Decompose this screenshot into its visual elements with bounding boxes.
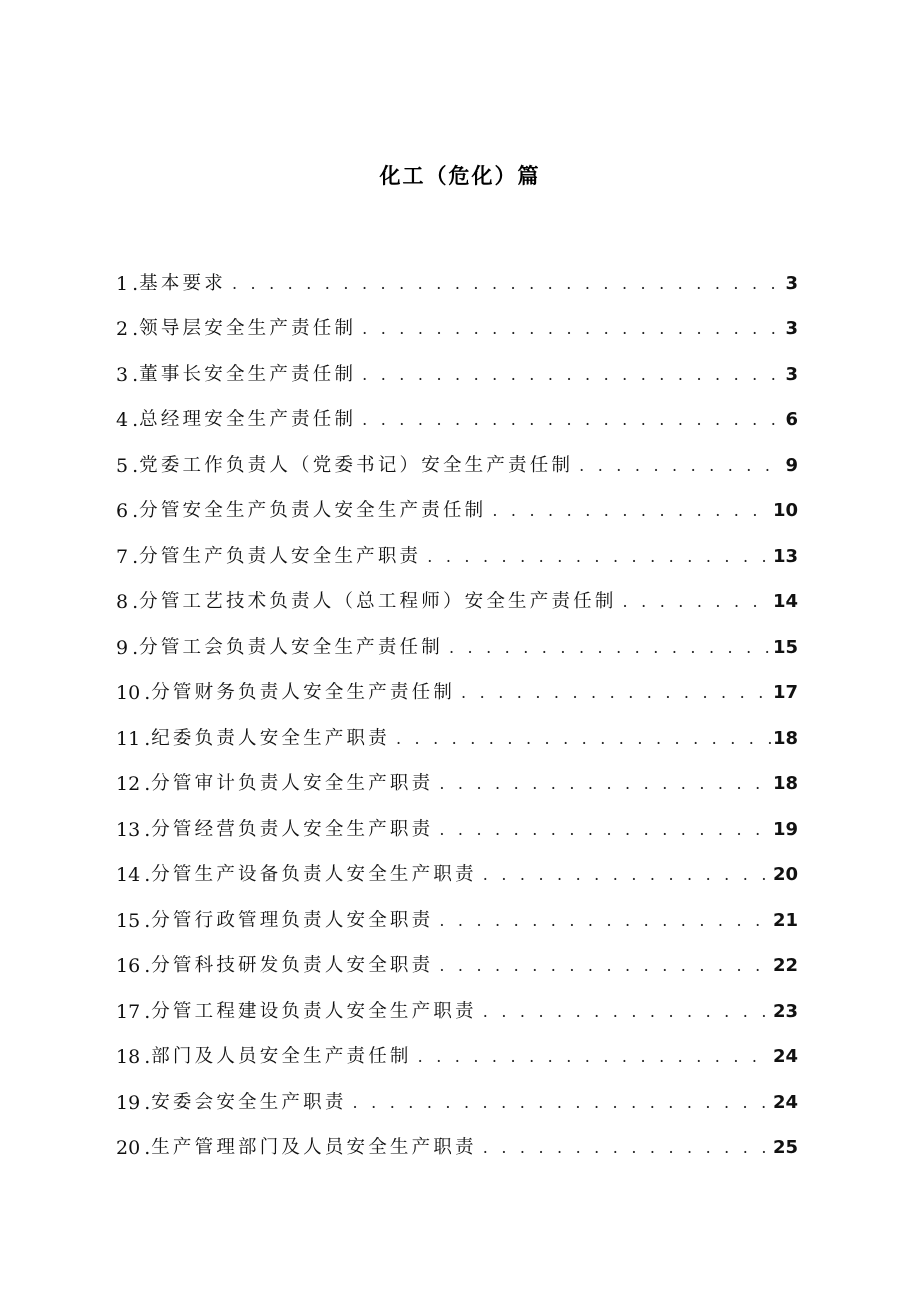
toc-entry-label: 董事长安全生产责任制	[139, 363, 357, 385]
toc-leader-dots	[353, 1089, 771, 1117]
toc-entry[interactable]	[116, 1026, 798, 1072]
toc-leader-dots	[483, 1134, 771, 1162]
toc-entry-separator: .	[144, 682, 151, 704]
toc-entry-number: 10	[116, 682, 141, 704]
toc-entry-page: 19	[772, 818, 798, 840]
toc-entry[interactable]	[116, 525, 798, 571]
toc-entry-separator: .	[132, 272, 139, 295]
toc-leader-dots	[492, 497, 771, 525]
table-of-contents	[116, 252, 798, 1162]
toc-entry-separator: .	[144, 1000, 151, 1023]
toc-entry-label: 基本要求	[139, 272, 226, 294]
toc-entry[interactable]	[116, 252, 798, 298]
toc-entry-label: 分管科技研发负责人安全职责	[151, 955, 434, 976]
page-title: 化工（危化）篇	[379, 164, 541, 188]
toc-entry[interactable]	[116, 616, 798, 662]
toc-entry[interactable]	[116, 844, 798, 890]
toc-leader-dots	[427, 543, 771, 571]
toc-entry-separator: .	[144, 1137, 151, 1159]
toc-entry-label: 分管行政管理负责人安全职责	[151, 909, 434, 931]
toc-leader-dots	[439, 770, 771, 798]
toc-entry-page: 6	[785, 409, 798, 430]
toc-entry[interactable]	[116, 298, 798, 344]
toc-entry-number: 11	[116, 727, 141, 750]
toc-entry-number: 3	[116, 363, 129, 386]
toc-entry-label: 总经理安全生产责任制	[139, 409, 357, 430]
toc-entry-number: 9	[116, 636, 129, 659]
toc-entry-number: 19	[116, 1091, 141, 1114]
toc-entry-page: 17	[772, 682, 798, 703]
toc-leader-dots	[449, 634, 771, 662]
toc-entry-separator: .	[132, 363, 139, 386]
toc-entry-label: 分管工艺技术负责人（总工程师）安全生产责任制	[139, 591, 617, 612]
toc-leader-dots	[483, 998, 771, 1026]
toc-entry-separator: .	[132, 545, 139, 568]
toc-entry-label: 分管生产负责人安全生产职责	[139, 545, 422, 567]
toc-entry-label: 安委会安全生产职责	[151, 1091, 347, 1113]
toc-entry[interactable]	[116, 980, 798, 1026]
toc-entry-separator: .	[132, 636, 139, 659]
toc-entry-label: 分管安全生产负责人安全生产责任制	[139, 500, 487, 521]
toc-entry[interactable]	[116, 389, 798, 435]
toc-entry[interactable]	[116, 753, 798, 799]
toc-entry-page: 3	[785, 272, 798, 294]
toc-entry-number: 12	[116, 773, 141, 795]
toc-leader-dots	[396, 725, 771, 753]
toc-entry-separator: .	[132, 409, 139, 431]
toc-entry-separator: .	[132, 500, 139, 522]
toc-entry-label: 部门及人员安全生产责任制	[151, 1046, 412, 1067]
toc-entry-separator: .	[132, 591, 139, 613]
toc-entry-label: 生产管理部门及人员安全生产职责	[151, 1137, 477, 1158]
toc-leader-dots	[439, 952, 771, 980]
toc-entry-separator: .	[144, 818, 151, 841]
toc-entry-label: 分管经营负责人安全生产职责	[151, 818, 434, 840]
toc-entry-page: 18	[772, 727, 798, 749]
toc-entry-page: 25	[772, 1137, 798, 1158]
toc-leader-dots	[362, 406, 783, 434]
toc-entry-number: 8	[116, 591, 129, 613]
toc-entry[interactable]	[116, 1117, 798, 1163]
toc-entry-separator: .	[144, 909, 151, 932]
toc-entry-number: 7	[116, 545, 129, 568]
toc-entry-number: 15	[116, 909, 141, 932]
toc-entry-label: 分管工程建设负责人安全生产职责	[151, 1000, 477, 1022]
toc-entry[interactable]	[116, 889, 798, 935]
toc-entry-separator: .	[144, 864, 151, 886]
toc-entry-page: 3	[785, 318, 798, 339]
toc-entry-number: 5	[116, 454, 129, 477]
toc-entry[interactable]	[116, 1071, 798, 1117]
toc-entry-label: 纪委负责人安全生产职责	[151, 727, 390, 749]
toc-leader-dots	[483, 861, 771, 889]
toc-entry-number: 2	[116, 318, 129, 340]
toc-entry[interactable]	[116, 662, 798, 708]
toc-leader-dots	[232, 270, 784, 298]
toc-entry-separator: .	[144, 727, 151, 750]
toc-entry-number: 1	[116, 272, 129, 295]
toc-entry-page: 22	[772, 955, 798, 976]
toc-entry-page: 23	[772, 1000, 798, 1022]
toc-leader-dots	[362, 361, 783, 389]
toc-entry-number: 16	[116, 955, 141, 977]
toc-entry-separator: .	[144, 773, 151, 795]
toc-entry-page: 20	[772, 864, 798, 885]
toc-entry[interactable]	[116, 798, 798, 844]
toc-leader-dots	[623, 588, 771, 616]
toc-leader-dots	[439, 816, 771, 844]
toc-entry[interactable]	[116, 571, 798, 617]
toc-entry-separator: .	[132, 318, 139, 340]
toc-entry-separator: .	[144, 1091, 151, 1114]
toc-entry-label: 分管审计负责人安全生产职责	[151, 773, 434, 794]
toc-leader-dots	[461, 679, 771, 707]
toc-entry[interactable]	[116, 935, 798, 981]
toc-entry-page: 24	[772, 1046, 798, 1067]
toc-entry[interactable]	[116, 480, 798, 526]
toc-leader-dots	[418, 1043, 771, 1071]
toc-entry-page: 10	[772, 500, 798, 521]
toc-entry-separator: .	[144, 955, 151, 977]
toc-entry-page: 3	[785, 363, 798, 385]
toc-entry-label: 分管财务负责人安全生产责任制	[151, 682, 456, 703]
toc-entry-separator: .	[132, 454, 139, 477]
toc-entry-label: 领导层安全生产责任制	[139, 318, 357, 339]
toc-leader-dots	[439, 907, 771, 935]
toc-entry-number: 13	[116, 818, 141, 841]
toc-entry-page: 13	[772, 545, 798, 567]
toc-entry-page: 18	[772, 773, 798, 794]
toc-entry-page: 21	[772, 909, 798, 931]
toc-entry-page: 15	[772, 636, 798, 658]
toc-entry-number: 18	[116, 1046, 141, 1068]
toc-entry-page: 14	[772, 591, 798, 612]
toc-leader-dots	[579, 452, 783, 480]
toc-entry-number: 14	[116, 864, 141, 886]
toc-entry-number: 17	[116, 1000, 141, 1023]
toc-entry-label: 分管生产设备负责人安全生产职责	[151, 864, 477, 885]
toc-leader-dots	[362, 315, 783, 343]
toc-entry[interactable]	[116, 434, 798, 480]
toc-entry-page: 9	[785, 454, 798, 476]
toc-entry-label: 党委工作负责人（党委书记）安全生产责任制	[139, 454, 574, 476]
toc-entry-number: 6	[116, 500, 129, 522]
toc-entry-label: 分管工会负责人安全生产责任制	[139, 636, 443, 658]
toc-entry-number: 4	[116, 409, 129, 431]
toc-entry-separator: .	[144, 1046, 151, 1068]
toc-entry-number: 20	[116, 1137, 141, 1159]
toc-entry-page: 24	[772, 1091, 798, 1113]
toc-entry[interactable]	[116, 707, 798, 753]
toc-entry[interactable]	[116, 343, 798, 389]
